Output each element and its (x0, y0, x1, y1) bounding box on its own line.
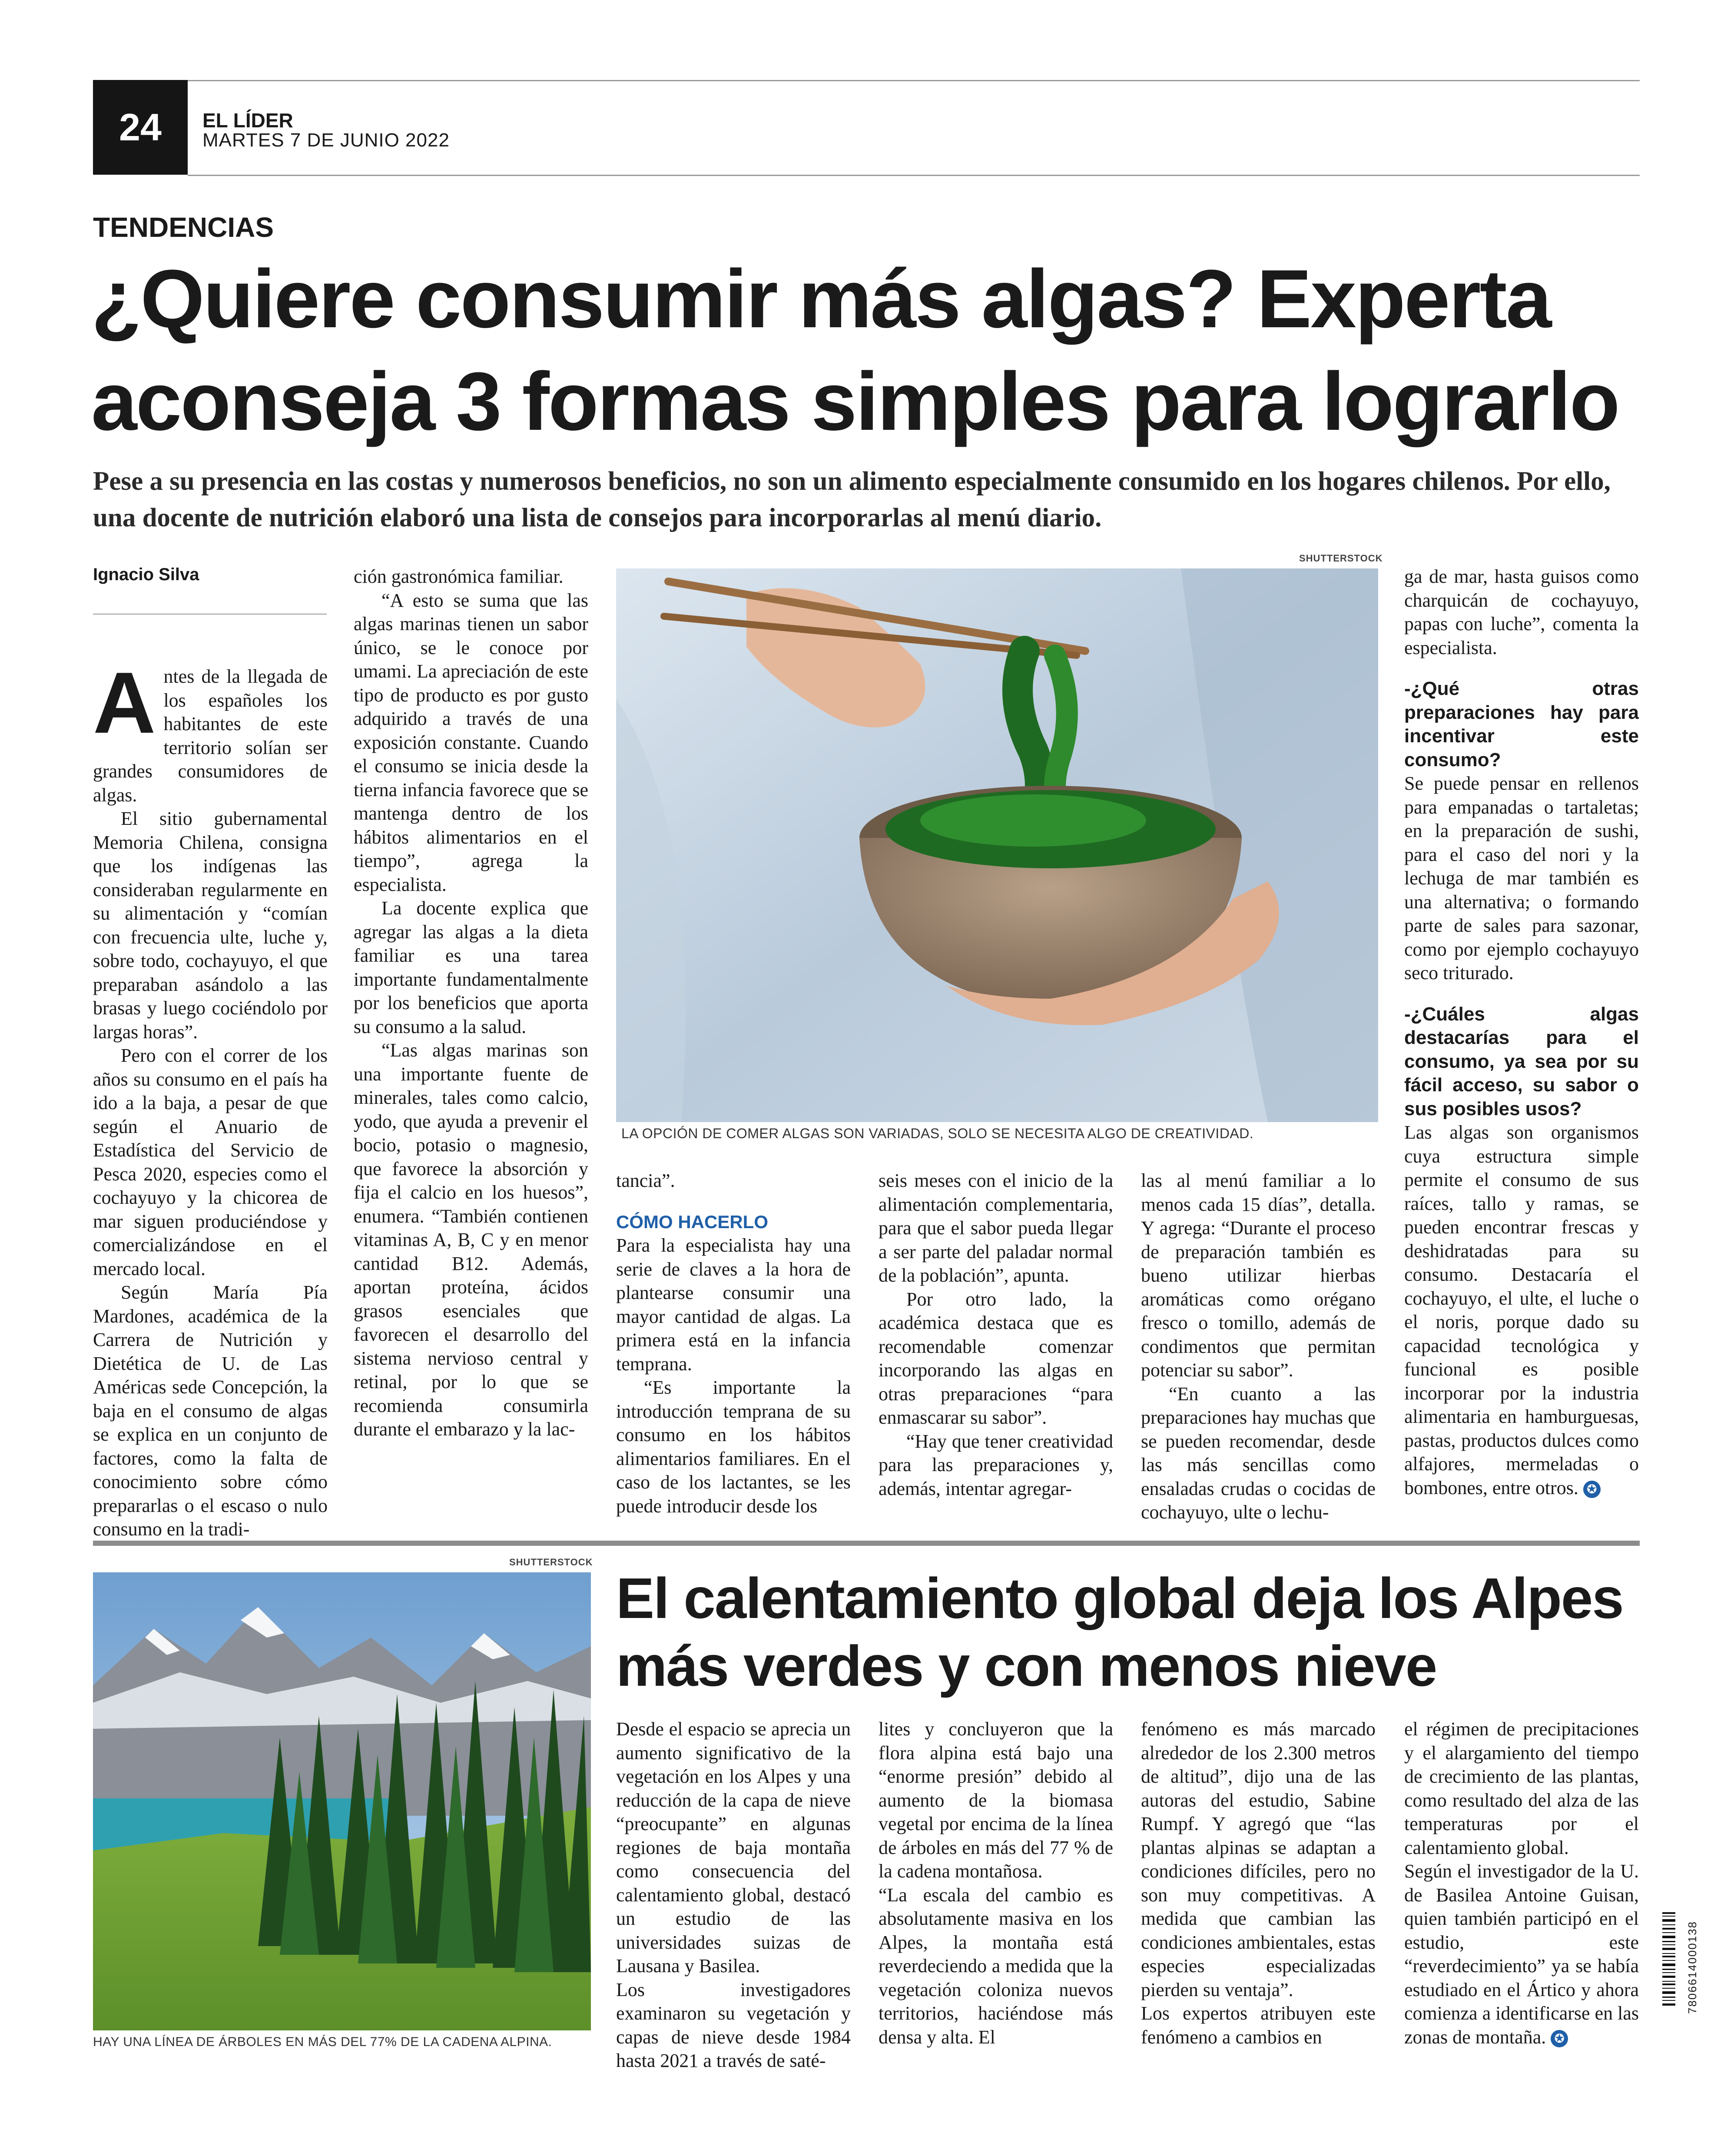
paragraph: “Es importante la introducción temprana de su consumo en los hábitos alimentarios familiares. En el caso de los lactantes, se les puede introducir desde los (616, 1377, 851, 1517)
article2-column-4 (1404, 1717, 1639, 2049)
paragraph: Para la especialista hay una serie de claves a la hora de plantearse consumir una mayor cantidad de algas. La primera está en la infancia temprana. (616, 1235, 851, 1375)
interview-question: -¿Cuáles algas destacarías para el consumo, ya sea por su fácil acceso, su sabor o sus posibles usos? (1404, 1003, 1639, 1120)
paragraph: “Hay que tener creatividad para las preparaciones y, además, intentar agregar- (879, 1430, 1113, 1499)
section-label: TENDENCIAS (93, 212, 274, 243)
issue-date: MARTES 7 DE JUNIO 2022 (202, 130, 450, 151)
photo-credit: SHUTTERSTOCK (509, 1557, 593, 1568)
end-mark-icon: ✪ (1551, 2030, 1568, 2047)
photo-caption: LA OPCIÓN DE COMER ALGAS SON VARIADAS, SOLO SE NECESITA ALGO DE CREATIVIDAD. (621, 1126, 1254, 1141)
barcode-icon (1662, 1912, 1681, 2103)
article1-column-2 (354, 565, 588, 1442)
article1-column-3 (616, 1169, 851, 1518)
article-headline: El calentamiento global deja los Alpes más verdes y con menos nieve (616, 1566, 1623, 1698)
alps-landscape-illustration (93, 1572, 591, 2030)
paragraph: Los investigadores examinaron su vegetación y capas de nieve desde 1984 hasta 2021 a través de saté- (616, 1979, 851, 2071)
paragraph: tancia”. (616, 1170, 675, 1191)
paragraph: el régimen de precipitaciones y el alargamiento del tiempo de crecimiento de las plantas, como resultado del alza de las temperaturas por el calentamiento global. (1404, 1718, 1639, 1858)
paragraph: “A esto se suma que las algas marinas tienen un sabor único, se le conoce por umami. La apreciación de este tipo de producto es por gusto adquirido a través de una exposición constante. Cuando el consumo se inicia desde la tierna infancia favorece que se mantenga dentro de los hábitos alimentarios en el tiempo”, agrega la especialista. (354, 589, 588, 895)
paragraph: El sitio gubernamental Memoria Chilena, consigna que los indígenas las consideraban regularmente en su alimentación y “comían con frecuencia ulte, luche y, sobre todo, cochayuyo, el que preparaban asándolo a las brasas y luego cociéndolo por largas horas”. (93, 808, 328, 1043)
barcode (1662, 1912, 1681, 2103)
paragraph: las al menú familiar a lo menos cada 15 días”, detalla. Y agrega: “Durante el proceso de preparación también es bueno utilizar hierbas aromáticas como orégano fresco o tomillo, además de condimentos que permitan potenciar su sabor”. (1141, 1170, 1376, 1381)
header-bottom-rule (188, 175, 1640, 176)
page-number: 24 (93, 80, 188, 175)
article1-column-5 (1141, 1169, 1376, 1525)
article1-column-4 (879, 1169, 1113, 1501)
article-subtitle: Pese a su presencia en las costas y numerosos beneficios, no son un alimento especialmente consumido en los hogares chilenos. Por ello, una docente de nutrición elaboró una lista de consejos para incorporarlas al menú diario. (93, 467, 1611, 532)
alps-photo (93, 1572, 591, 2030)
paragraph: seis meses con el inicio de la alimentación complementaria, para que el sabor pueda llegar a ser parte del paladar normal de la población”, apunta. (879, 1170, 1113, 1286)
paragraph: Según María Pía Mardones, académica de la Carrera de Nutrición y Dietética de U. de Las Américas sede Concepción, la baja en el consumo de algas se explica en un conjunto de factores, como la falta de conocimiento sobre cómo prepararlas o el escaso o nulo consumo en la tradi- (93, 1282, 328, 1540)
byline: Ignacio Silva (93, 565, 199, 584)
article1-column-6 (1404, 565, 1639, 1500)
byline-rule (93, 614, 327, 615)
paper-name: EL LÍDER (202, 109, 293, 132)
paragraph: Se puede pensar en rellenos para empanadas o tartaletas; en la preparación de sushi, para el caso del nori y la lechuga de mar también es una alternativa; o formando parte de sales para sazonar, como por ejemplo cochayuyo seco triturado. (1404, 773, 1639, 983)
interview-question: -¿Qué otras preparaciones hay para incentivar este consumo? (1404, 678, 1639, 771)
photo-caption: HAY UNA LÍNEA DE ÁRBOLES EN MÁS DEL 77% DE LA CADENA ALPINA. (93, 2035, 552, 2049)
barcode-number: 7806614000138 (1686, 1921, 1699, 2014)
article1-column-1 (93, 654, 328, 1541)
article-headline: ¿Quiere consumir más algas? Experta aconseja 3 formas simples para lograrlo (91, 253, 1619, 448)
paragraph: Según el investigador de la U. de Basilea Antoine Guisan, quien también participó en el estudio, este “reverdecimiento” ya se había estudiado en el Ártico y ahora comienza a identificarse en las zonas de montaña. (1404, 1860, 1639, 2048)
article-divider (93, 1541, 1640, 1546)
seaweed-bowl-photo (616, 568, 1378, 1122)
paragraph: La docente explica que agregar las algas a la dieta familiar es una tarea importante fundamentalmente por los beneficios que aporta su consumo a la salud. (354, 897, 588, 1037)
paragraph: “Las algas marinas son una importante fuente de minerales, tales como calcio, yodo, que ayuda a prevenir el bocio, potasio o magnesio, que favorece la absorción y fija el calcio en los huesos”, enumera. “También contienen vitaminas A, B, C y en menor cantidad B12. Además, aportan proteína, ácidos grasos esenciales que favorecen el desarrollo del sistema nervioso central y retinal, por lo que se recomienda consumirla durante el embarazo y la lac- (354, 1040, 588, 1440)
paragraph: Las algas son organismos cuya estructura simple permite el consumo de sus raíces, tallo y ramas, se pueden encontrar frescas y deshidratadas para su consumo. Destacaría el cochayuyo, el ulte, el luche o el noris, porque dado su capacidad tecnológica y funcional es posible incorporar por la industria alimentaria en hamburguesas, pastas, productos dulces como alfajores, mermeladas o bombones, entre otros. (1404, 1122, 1639, 1498)
header-top-rule (93, 80, 1640, 81)
article2-column-1 (616, 1717, 851, 2073)
paragraph: Los expertos atribuyen este fenómeno a cambios en (1141, 2003, 1376, 2048)
paragraph: fenómeno es más marcado alrededor de los 2.300 metros de altitud”, dijo una de las autoras del estudio, Sabine Rumpf. Y agregó que “las plantas alpinas se adaptan a condiciones difíciles, pero no son muy competitivas. A medida que cambian las condiciones ambientales, estas especies especializadas pierden su ventaja”. (1141, 1718, 1376, 2000)
seaweed-bowl-illustration (616, 568, 1378, 1122)
paragraph: Desde el espacio se aprecia un aumento significativo de la vegetación en los Alpes y una reducción de la capa de nieve “preocupante” en algunas regiones de baja montaña como consecuencia del calentamiento global, destacó un estudio de las universidades suizas de Lausana y Basilea. (616, 1718, 851, 1977)
article2-column-3 (1141, 1717, 1376, 2049)
paragraph: ntes de la llegada de los españoles los habitantes de este territorio solían ser grandes consumidores de algas. (93, 666, 328, 806)
drop-cap: A (93, 654, 156, 751)
paragraph: ción gastronómica familiar. (354, 566, 564, 587)
paragraph: Pero con el correr de los años su consumo en el país ha ido a la baja, a pesar de que según el Anuario de Estadística del Servicio de Pesca 2020, especies como el cochayuyo y la chicorea de mar siguen produciéndose y comercializándose en el mercado local. (93, 1045, 328, 1279)
paragraph: Por otro lado, la académica destaca que es recomendable comenzar incorporando las algas en otras preparaciones “para enmascarar su sabor”. (879, 1288, 1113, 1428)
article2-column-2 (879, 1717, 1113, 2049)
paragraph: “En cuanto a las preparaciones hay muchas que se pueden recomendar, desde las más sencillas como ensaladas crudas o cocidas de cochayuyo, ulte o lechu- (1141, 1383, 1376, 1523)
paragraph: lites y concluyeron que la flora alpina está bajo una “enorme presión” debido al aumento de la biomasa vegetal por encima de la línea de árboles en más del 77 % de la cadena montañosa. (879, 1718, 1113, 1882)
paragraph: “La escala del cambio es absolutamente masiva en los Alpes, la montaña está reverdeciendo a medida que la vegetación coloniza nuevos territorios, haciéndose más densa y alta. El (879, 1884, 1113, 2048)
end-mark-icon: ✪ (1583, 1481, 1601, 1498)
photo-credit: SHUTTERSTOCK (1299, 553, 1383, 564)
paragraph: ga de mar, hasta guisos como charquicán de cochayuyo, papas con luche”, comenta la especialista. (1404, 566, 1639, 658)
subheading: CÓMO HACERLO (616, 1211, 768, 1232)
